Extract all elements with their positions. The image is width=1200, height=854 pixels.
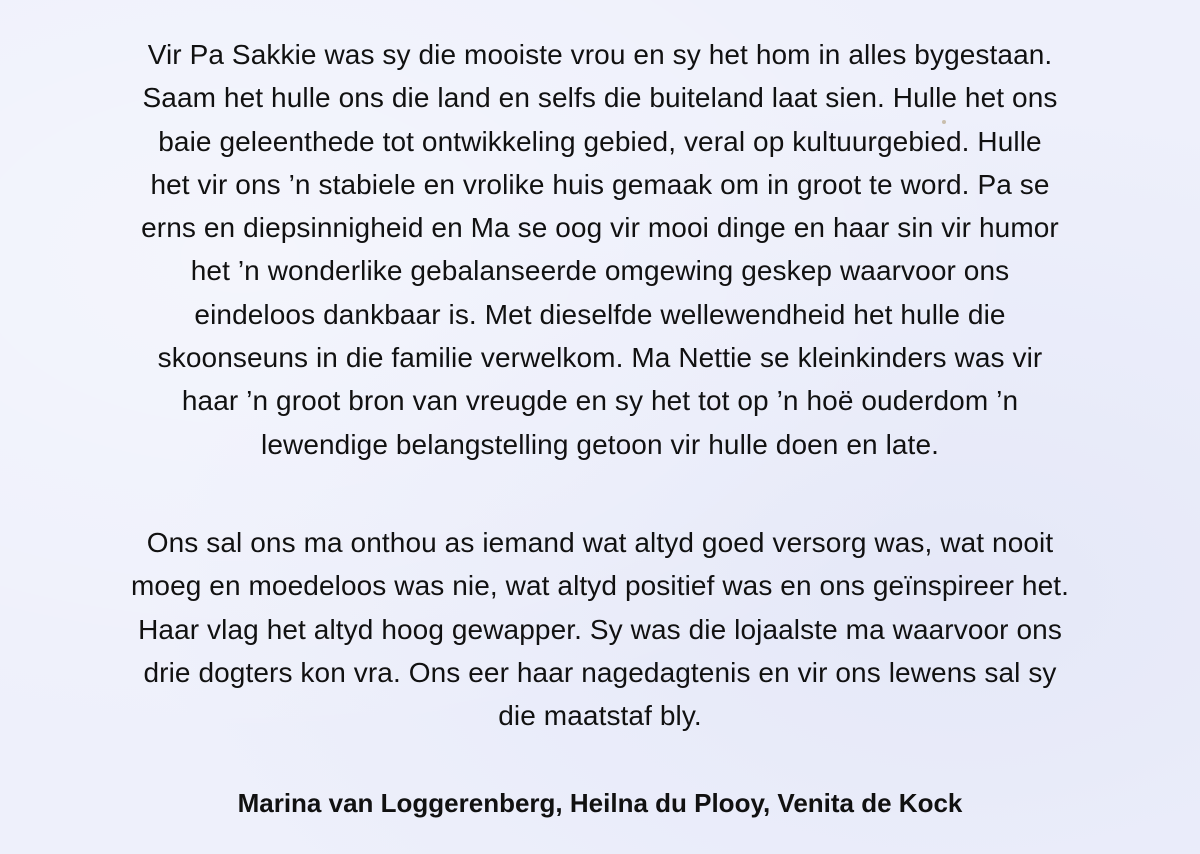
text-line: Vir Pa Sakkie was sy die mooiste vrou en sy het hom in alles bygestaan. — [147, 39, 1053, 70]
text-line: Haar vlag het altyd hoog gewapper. Sy was die lojaalste ma waarvoor ons — [138, 613, 1062, 645]
text-line: Saam het hulle ons die land en selfs die buiteland laat sien. Hulle het ons — [142, 82, 1058, 114]
text-line: Ons sal ons ma onthou as iemand wat altyd goed versorg was, wat nooit — [146, 527, 1054, 558]
paper-speck — [942, 120, 946, 124]
text-line: moeg en moedeloos was nie, wat altyd positief was en ons geïnspireer het. — [130, 570, 1070, 602]
paragraph-1 — [20, 33, 1180, 466]
text-line: het vir ons ’n stabiele en vrolike huis gemaak om in groot te word. Pa se — [150, 168, 1050, 200]
signature-names: Marina van Loggerenberg, Heilna du Plooy, Venita de Kock — [237, 788, 963, 818]
text-line: lewendige belangstelling getoon vir hulle doen en late. — [261, 428, 939, 460]
text-line: drie dogters kon vra. Ons eer haar nagedagtenis en vir ons lewens sal sy — [143, 656, 1057, 688]
text-line: skoonseuns in die familie verwelkom. Ma Nettie se kleinkinders was vir — [157, 342, 1043, 374]
text-line: haar ’n groot bron van vreugde en sy het tot op ’n hoë ouderdom ’n — [181, 385, 1019, 417]
text-line: die maatstaf bly. — [498, 700, 702, 732]
text-line: het ’n wonderlike gebalanseerde omgewing geskep waarvoor ons — [190, 255, 1010, 287]
text-line: erns en diepsinnigheid en Ma se oog vir mooi dinge en haar sin vir humor — [141, 212, 1059, 244]
text-line: eindeloos dankbaar is. Met dieselfde wellewendheid het hulle die — [194, 298, 1006, 330]
paragraph-2 — [20, 521, 1180, 737]
text-line: baie geleenthede tot ontwikkeling gebied, veral op kultuurgebied. Hulle — [158, 125, 1042, 157]
